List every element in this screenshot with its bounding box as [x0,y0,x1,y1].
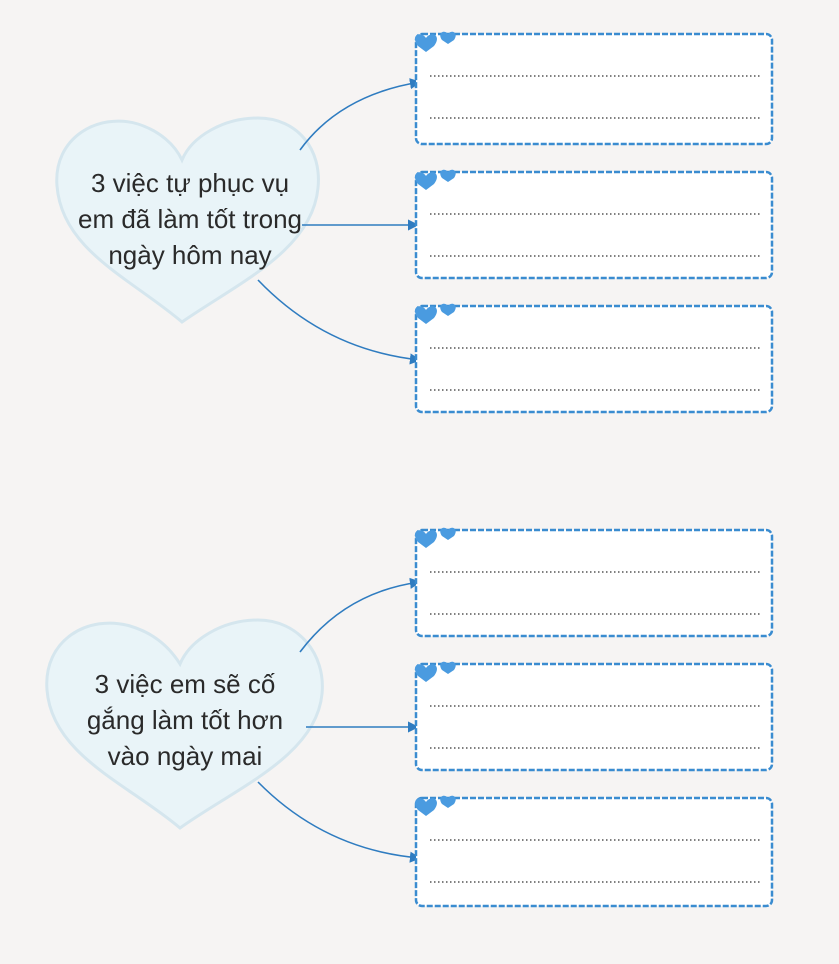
answer-box[interactable] [415,662,772,770]
arrow-6 [258,782,420,858]
heart-label-today [60,165,320,273]
answer-box[interactable] [415,796,772,906]
arrow-3 [258,280,420,360]
heart-line: ngày hôm nay [108,240,272,270]
answer-box[interactable] [415,304,772,412]
answer-box[interactable] [415,170,772,278]
heart-line: em đã làm tốt trong [78,204,302,234]
answer-box[interactable] [415,528,772,636]
arrow-1 [300,82,420,150]
heart-line: 3 việc em sẽ cố [94,669,276,699]
heart-line: 3 việc tự phục vụ [90,168,290,198]
heart-label-tomorrow [55,666,315,774]
answer-box[interactable] [415,32,772,144]
arrow-4 [300,582,420,652]
heart-line: vào ngày mai [107,741,263,771]
heart-line: gắng làm tốt hơn [86,705,284,735]
